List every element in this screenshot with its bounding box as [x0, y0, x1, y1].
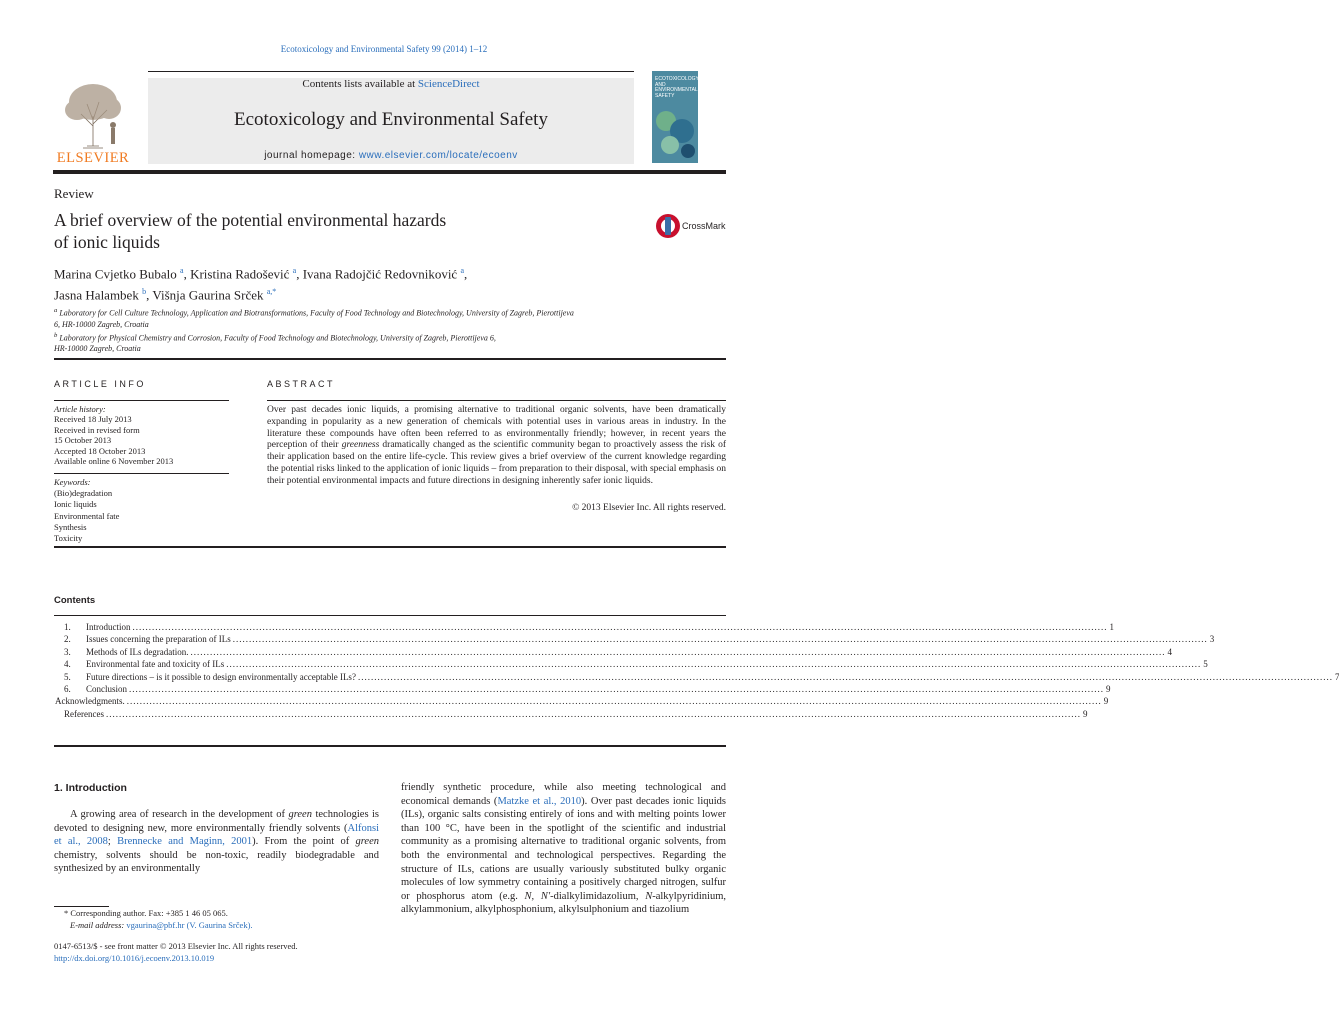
paragraph [54, 808, 379, 876]
italic-text: green [288, 809, 312, 820]
affiliation-marker[interactable]: a,* [266, 287, 277, 297]
article-info-rule [54, 400, 229, 401]
toc-label[interactable]: Introduction [86, 622, 131, 632]
toc-label[interactable]: Issues concerning the preparation of ILs [86, 634, 231, 645]
author-name[interactable]: Višnja Gaurina Srček [152, 287, 264, 303]
author-name[interactable]: Marina Cvjetko Bubalo [54, 266, 177, 282]
article-history [54, 404, 229, 466]
toc-item[interactable] [55, 696, 1109, 708]
toc-item[interactable] [64, 659, 1208, 671]
toc-label[interactable]: Environmental fate and toxicity of ILs [86, 659, 225, 670]
toc-item[interactable] [64, 708, 1088, 721]
keywords-label: Keywords: [54, 477, 91, 487]
homepage-prefix: journal homepage: [264, 150, 359, 161]
affiliation-letter: b [54, 331, 58, 339]
text: A growing area of research in the development of [70, 809, 289, 820]
author-name[interactable]: Jasna Halambek [54, 287, 139, 303]
contents-prefix: Contents lists available at [302, 78, 418, 90]
cover-artwork [652, 101, 698, 163]
italic-text: green [355, 836, 379, 848]
cover-line: ENVIRONMENTAL [655, 87, 698, 93]
affiliation-marker[interactable]: a [180, 266, 184, 275]
abstract-bottom-rule [54, 546, 726, 548]
toc-page: 4 [1167, 646, 1172, 657]
author-line: Jasna Halambek $^b$, Višnja Gaurina Srček $^{a,*}$ [54, 287, 277, 303]
toc-leader: ............................................................................................................................................................................................................................................................................................................ [126, 696, 1102, 707]
affiliation [54, 330, 654, 344]
toc-page: 5 [1203, 659, 1208, 670]
email-line [54, 920, 384, 932]
body-column-left [54, 808, 379, 876]
toc-label[interactable]: Methods of ILs degradation. [86, 646, 189, 657]
toc-leader: ............................................................................................................................................................................................................................................................................................................ [357, 671, 1333, 682]
affiliation-text: 6, HR-10000 Zagreb, Croatia [54, 319, 149, 329]
abstract-text: Over past decades ionic liquids, a promising alternative to traditional organic solvents, have been dramatically expanding in popularity as a new generation of chemicals with potential uses in various areas in industry. In the literature these compounds have often been referred to as environmentally friendly; however, in recent years the perception of their [267, 405, 726, 451]
toc-item[interactable] [64, 671, 1339, 684]
citation-link[interactable]: Matzke et al., 2010 [497, 795, 582, 807]
keyword: Toxicity [54, 533, 83, 544]
affiliations [54, 305, 654, 354]
title-block-rule [54, 358, 726, 360]
history-item: Available online 6 November 2013 [54, 456, 174, 467]
toc-item[interactable] [64, 646, 1172, 659]
author-name[interactable]: Kristina Radošević [190, 266, 290, 282]
toc-number: 6. [64, 683, 71, 694]
toc-number: 4. [64, 659, 71, 670]
citation-link[interactable]: Brennecke and Maginn, 2001 [117, 836, 253, 848]
keyword: Environmental fate [54, 510, 120, 521]
abstract-body [267, 405, 726, 488]
article-title-line: of ionic liquids [54, 232, 160, 252]
affiliation [54, 305, 654, 319]
toc-leader: ............................................................................................................................................................................................................................................................................................................ [129, 683, 1105, 694]
affiliation-text: HR-10000 Zagreb, Croatia [54, 344, 141, 354]
keyword: Synthesis [54, 521, 87, 532]
footnote-rule [54, 906, 109, 907]
text: technologies is devoted to designing new, more environmentally friendly solvents ( [54, 809, 380, 834]
toc-item[interactable] [64, 683, 1111, 696]
affiliation-text: Laboratory for Physical Chemistry and Corrosion, Faculty of Food Technology and Biotechnology, University of Zagreb, Pierottijeva 6, [59, 333, 496, 343]
toc-leader: ............................................................................................................................................................................................................................................................................................................ [105, 708, 1081, 719]
email-label: E-mail address: [70, 919, 127, 930]
text: ). From the point of [252, 836, 356, 848]
text: friendly synthetic procedure, while also meeting technological and economical demands ( [401, 782, 726, 807]
toc-item[interactable] [64, 634, 1215, 646]
abstract-text: dramatically changed as the scientific community began to proactively assess the risk of their application based on the entire life-cycle. This review gives a brief overview of the current knowledge regarding the potential risks linked to the application of ionic liquids – from preparation to their disposal, with special emphasis on their potential environmental impacts and future directions in designing inherently safer ionic liquids. [267, 440, 726, 486]
article-type: Review [54, 186, 94, 201]
masthead-top-rule [148, 71, 634, 72]
toc-leader: ............................................................................................................................................................................................................................................................................................................ [190, 646, 1166, 657]
citation-link[interactable]: Alfonsi et al., 2008 [54, 822, 379, 848]
toc-label[interactable]: References [64, 708, 104, 719]
keyword: Ionic liquids [54, 499, 97, 510]
abstract-heading: ABSTRACT [267, 379, 336, 389]
keywords-rule [54, 473, 229, 474]
journal-cover-image [652, 71, 698, 163]
homepage-link[interactable]: www.elsevier.com/locate/ecoenv [358, 150, 518, 161]
publisher-wordmark: ELSEVIER [56, 150, 130, 166]
toc-leader: ............................................................................................................................................................................................................................................................................................................ [232, 634, 1208, 645]
masthead-bottom-rule [53, 170, 726, 174]
keywords [54, 477, 229, 544]
italic-text: N [645, 890, 653, 902]
toc-item[interactable] [64, 622, 1114, 634]
contents-heading: Contents [54, 595, 96, 606]
author-list [54, 262, 674, 305]
toc-leader: ............................................................................................................................................................................................................................................................................................................ [132, 622, 1108, 632]
cover-line: AND [655, 81, 666, 88]
history-label: Article history: [54, 404, 106, 414]
bottom-info [54, 941, 384, 964]
contents-available-line [148, 78, 634, 90]
author-line: Marina Cvjetko Bubalo $^a$, Kristina Radošević $^a$, Ivana Radojčić Redovniković $^a$, [54, 266, 468, 282]
sciencedirect-link[interactable]: ScienceDirect [417, 78, 480, 90]
table-of-contents [55, 622, 1339, 721]
article-title [54, 209, 574, 253]
doi-link[interactable]: http://dx.doi.org/10.1016/j.ecoenv.2013.10.019 [54, 952, 215, 963]
journal-homepage-line [148, 150, 634, 161]
body-column-right [401, 781, 726, 917]
text: chemistry, solvents should be non-toxic, readily biodegradable and synthesized by an environmentally [54, 849, 379, 875]
contents-bottom-rule [54, 745, 726, 747]
toc-page: 1 [1109, 622, 1114, 632]
affiliation-text: Laboratory for Cell Culture Technology, Application and Biotransformations, Faculty of Food Technology and Biotechnology, University of Zagreb, Pierottijeva [59, 308, 574, 318]
text: ; [107, 836, 118, 848]
history-item: 15 October 2013 [54, 435, 112, 446]
running-head[interactable]: Ecotoxicology and Environmental Safety 99 (2014) 1–12 [280, 44, 488, 54]
email-link[interactable]: vgaurina@pbf.hr (V. Gaurina Srček). [126, 919, 253, 930]
toc-number: 5. [64, 671, 71, 682]
affiliation-letter: a [54, 307, 58, 314]
footnote [54, 908, 384, 931]
abstract-rule [267, 400, 726, 401]
affiliation-marker[interactable]: a [292, 266, 297, 275]
article-title-line: A brief overview of the potential environmental hazards [54, 210, 447, 230]
toc-label[interactable]: Future directions – is it possible to design environmentally acceptable ILs? [86, 671, 356, 682]
text: -dialkylimidazolium, [550, 890, 646, 902]
article-info-heading: ARTICLE INFO [54, 379, 146, 389]
toc-page: 9 [1106, 683, 1111, 694]
text: ). Over past decades ionic liquids (ILs), organic salts consisting entirely of ions and with melting points lower than 100 °C, have been in the spotlight of the scientific and industrial community as a promising alternative to traditional organic solvents, from both the environmental and technological perspectives. Regarding the structure of ILs, cations are usually variously substituted bulky organic molecules of low symmetry containing a positively charged nitrogen, sulfur or phosphorus atom (e.g. [401, 795, 727, 902]
toc-page: 7 [1334, 671, 1339, 682]
introduction-heading: 1. Introduction [54, 782, 127, 794]
affiliation-marker[interactable]: a [460, 266, 465, 275]
keyword: (Bio)degradation [54, 488, 113, 499]
issn-line: 0147-6513/$ - see front matter © 2013 Elsevier Inc. All rights reserved. [54, 941, 298, 951]
history-item: Received 18 July 2013 [54, 414, 132, 425]
author-name[interactable]: Ivana Radojčić Redovniković [302, 266, 458, 282]
toc-number: 1. [64, 622, 71, 632]
cover-line: SAFETY [655, 92, 675, 99]
toc-page: 9 [1082, 708, 1088, 719]
journal-title: Ecotoxicology and Environmental Safety [234, 109, 548, 130]
contents-top-rule [54, 615, 726, 616]
cover-title [655, 76, 699, 99]
toc-page: 9 [1103, 696, 1109, 707]
toc-number: 3. [64, 646, 71, 657]
toc-page: 3 [1209, 634, 1215, 645]
affiliation-marker[interactable]: b [142, 287, 147, 297]
abstract-italic: greenness [341, 440, 380, 451]
toc-label[interactable]: Conclusion [86, 683, 128, 694]
history-item: Received in revised form [54, 424, 140, 435]
abstract-copyright: © 2013 Elsevier Inc. All rights reserved. [572, 503, 726, 513]
cover-line: ECOTOXICOLOGY [655, 76, 699, 82]
italic-text: N, N′ [524, 890, 551, 902]
toc-number: 2. [64, 634, 71, 645]
crossmark-label[interactable]: CrossMark [682, 221, 726, 231]
toc-label[interactable]: Acknowledgments. [55, 696, 125, 707]
history-item: Accepted 18 October 2013 [54, 445, 146, 456]
corresponding-author: * Corresponding author. Fax: +385 1 46 05 065. [64, 908, 228, 918]
toc-leader: ............................................................................................................................................................................................................................................................................................................ [226, 659, 1202, 670]
text: -alkylpyridinium, alkylammonium, alkylphosphonium, alkylsulphonium and tiazolium [401, 890, 726, 916]
